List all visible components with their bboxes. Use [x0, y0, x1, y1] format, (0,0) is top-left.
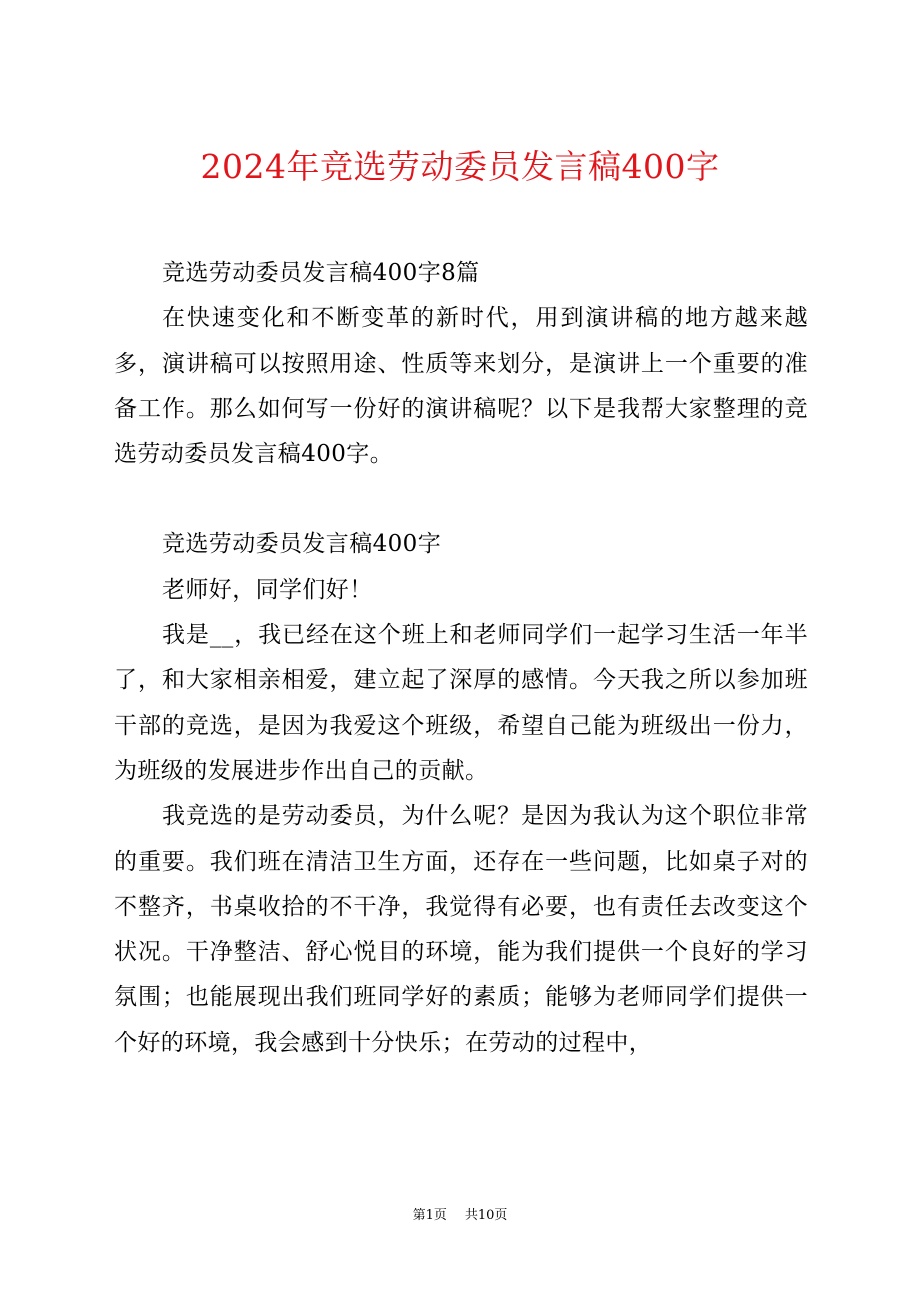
document-title: 2024年竞选劳动委员发言稿400字 [200, 147, 720, 186]
section-heading: 竞选劳动委员发言稿400字 [162, 531, 442, 558]
document-body [114, 251, 808, 1066]
intro-paragraph: 在快速变化和不断变革的新时代，用到演讲稿的地方越来越多，演讲稿可以按照用途、性质等来划分，是演讲上一个重要的准备工作。那么如何写一份好的演讲稿呢？以下是我帮大家整理的竞选劳动委员发言稿400字。 [114, 305, 808, 468]
page-footer [0, 1207, 920, 1225]
page-total: 共10页 [464, 1208, 508, 1223]
body-paragraph: 我是__，我已经在这个班上和老师同学们一起学习生活一年半了，和大家相亲相爱，建立起了深厚的感情。今天我之所以参加班干部的竞选，是因为我爱这个班级，希望自己能为班级出一份力，为班级的发展进步作出自己的贡献。 [114, 622, 808, 784]
page-number: 第1页 [412, 1208, 447, 1223]
subtitle-paragraph: 竞选劳动委员发言稿400字8篇 [162, 260, 480, 286]
greeting-paragraph: 老师好，同学们好！ [162, 576, 373, 603]
paragraph-spacer [114, 477, 808, 522]
body-paragraph: 我竞选的是劳动委员，为什么呢？是因为我认为这个职位非常的重要。我们班在清洁卫生方面，还存在一些问题，比如桌子对的不整齐，书桌收拾的不干净，我觉得有必要，也有责任去改变这个状况。干净整洁、舒心悦目的环境，能为我们提供一个良好的学习氛围；也能展现出我们班同学好的素质；能够为老师同学们提供一个好的环境，我会感到十分快乐；在劳动的过程中， [114, 803, 808, 1056]
